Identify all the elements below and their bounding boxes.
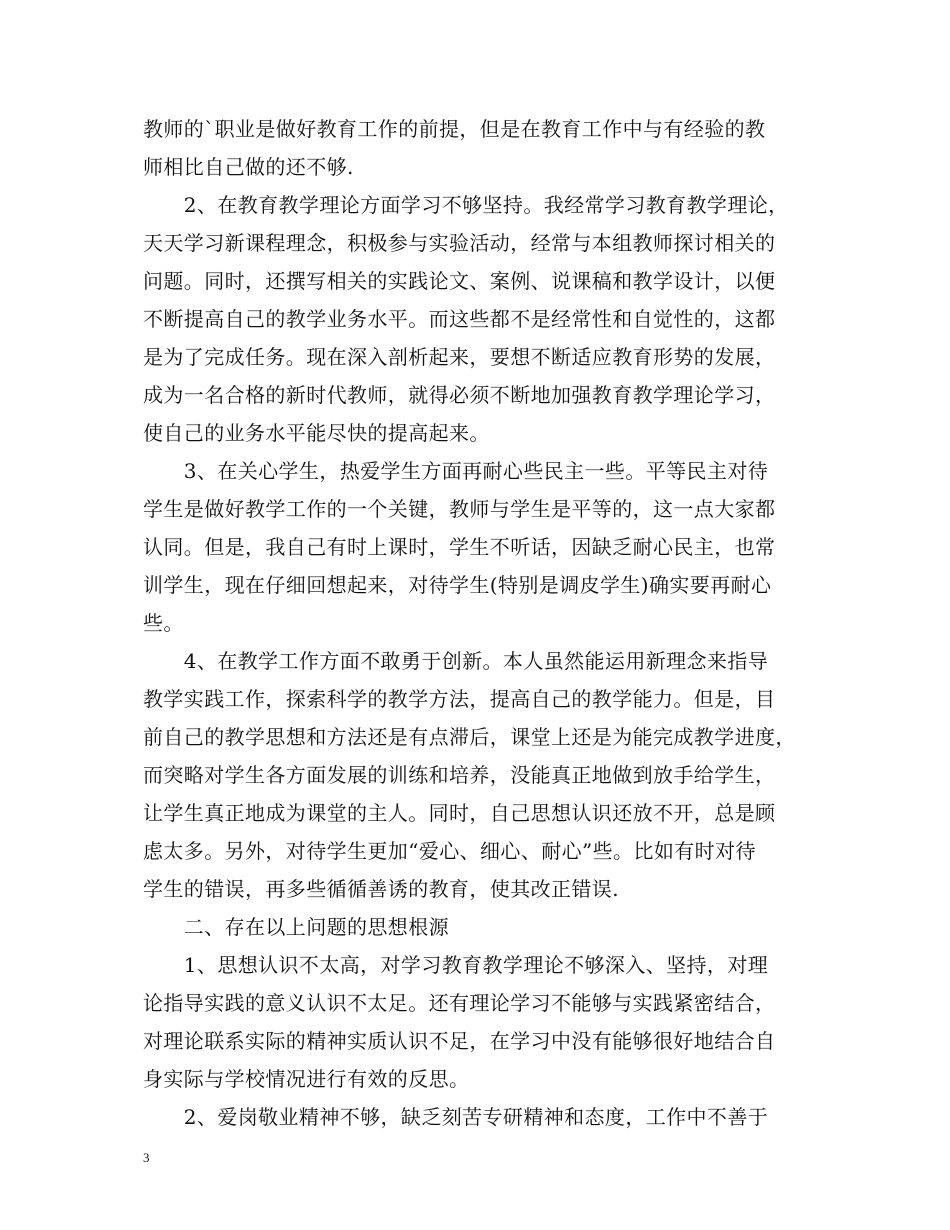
page-number: 3 bbox=[143, 1150, 150, 1165]
text-line: 天天学习新课程理念，积极参与实验活动，经常与本组教师探讨相关的 bbox=[143, 231, 776, 255]
text-line: 成为一名合格的新时代教师，就得必须不断地加强教育教学理论学习， bbox=[143, 383, 776, 407]
text-line: 身实际与学校情况进行有效的反思。 bbox=[143, 1067, 470, 1091]
text-line: 问题。同时，还撰写相关的实践论文、案例、说课稿和教学设计，以便 bbox=[143, 269, 776, 293]
text-line: 3、在关心学生，热爱学生方面再耐心些民主一些。平等民主对待 bbox=[143, 459, 769, 483]
text-line: 不断提高自己的教学业务水平。而这些都不是经常性和自觉性的，这都 bbox=[143, 307, 776, 331]
text-line: 教学实践工作，探索科学的教学方法，提高自己的教学能力。但是，目 bbox=[143, 687, 776, 711]
text-line: 4、在教学工作方面不敢勇于创新。本人虽然能运用新理念来指导 bbox=[143, 649, 769, 673]
text-line: 教师的`职业是做好教育工作的前提，但是在教育工作中与有经验的教 bbox=[143, 117, 766, 141]
text-line: 而突略对学生各方面发展的训练和培养，没能真正地做到放手给学生， bbox=[143, 763, 776, 787]
text-line: 2、在教育教学理论方面学习不够坚持。我经常学习教育教学理论， bbox=[143, 193, 789, 217]
text-line: 训学生，现在仔细回想起来，对待学生(特别是调皮学生)确实要再耐心 bbox=[143, 573, 772, 597]
text-line: 认同。但是，我自己有时上课时，学生不听话，因缺乏耐心民主，也常 bbox=[143, 535, 776, 559]
text-line: 虑太多。另外，对待学生更加“爱心、细心、耐心”些。比如有时对待 bbox=[143, 839, 756, 863]
section-heading: 二、存在以上问题的思想根源 bbox=[143, 915, 449, 939]
text-line: 1、思想认识不太高，对学习教育教学理论不够深入、坚持，对理 bbox=[143, 953, 769, 977]
text-line: 让学生真正地成为课堂的主人。同时，自己思想认识还放不开，总是顾 bbox=[143, 801, 776, 825]
text-line: 学生是做好教学工作的一个关键，教师与学生是平等的，这一点大家都 bbox=[143, 497, 776, 521]
body-text bbox=[143, 110, 823, 1136]
text-line: 前自己的教学思想和方法还是有点滞后，课堂上还是为能完成教学进度， bbox=[143, 725, 796, 749]
text-line: 些。 bbox=[143, 611, 184, 635]
text-line: 2、爱岗敬业精神不够，缺乏刻苦专研精神和态度，工作中不善于 bbox=[143, 1105, 769, 1129]
text-line: 论指导实践的意义认识不太足。还有理论学习不能够与实践紧密结合， bbox=[143, 991, 776, 1015]
text-line: 是为了完成任务。现在深入剖析起来，要想不断适应教育形势的发展， bbox=[143, 345, 776, 369]
text-line: 对理论联系实际的精神实质认识不足，在学习中没有能够很好地结合自 bbox=[143, 1029, 776, 1053]
text-line: 学生的错误，再多些循循善诱的教育，使其改正错误. bbox=[143, 877, 619, 901]
text-line: 师相比自己做的还不够. bbox=[143, 155, 354, 179]
text-line: 使自己的业务水平能尽快的提高起来。 bbox=[143, 421, 490, 445]
